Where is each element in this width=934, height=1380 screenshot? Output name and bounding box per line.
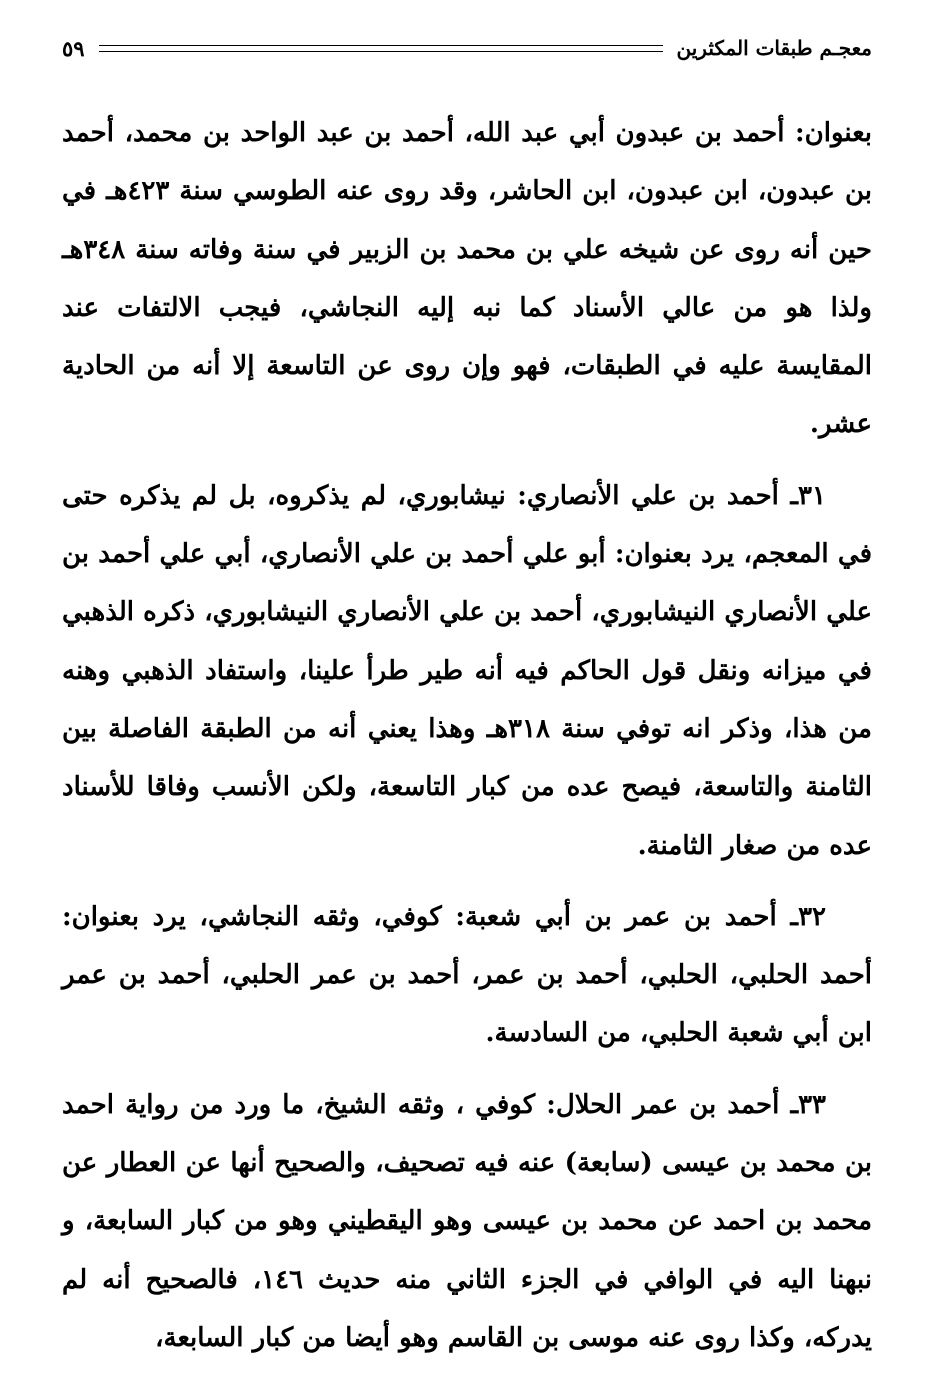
- entry-text: كوفي ، وثقه الشيخ، ما ورد من رواية احمد بن محمد بن عيسى (سابعة) عنه فيه تصحيف، والصحيح أنها عن العطار عن محمد بن احمد عن محمد بن عيسى وهو اليقطيني وهو من كبار السابعة، و نبهنا اليه في الوافي في الجزء الثاني منه حديث ١٤٦، فالصحيح أنه لم يدركه، وكذا روى عنه موسى بن القاسم وهو أيضا من كبار السابعة،: [62, 1089, 873, 1353]
- header-rule: [99, 45, 663, 52]
- paragraph-continuation: [62, 104, 872, 454]
- entry-text: نيشابوري، لم يذكروه، بل لم يذكره حتى في المعجم، يرد بعنوان: أبو علي أحمد بن علي الأنصاري، أبي علي أحمد بن علي الأنصاري النيشابوري، أحمد بن علي الأنصاري النيشابوري، ذكره الذهبي في ميزانه ونقل قول الحاكم فيه أنه طير طرأ علينا، واستفاد الذهبي وهنه من هذا، وذكر انه توفي سنة ٣١٨هـ وهذا يعني أنه من الطبقة الفاصلة بين الثامنة والتاسعة، فيصح عده من كبار التاسعة، ولكن الأنسب وفاقا للأسناد عده من صغار الثامنة.: [62, 480, 872, 861]
- header-title: معجـم طبقات المكثرين: [676, 36, 872, 60]
- entry-title: ٣١ـ أحمد بن علي الأنصاري:: [517, 480, 826, 511]
- running-header: [62, 28, 872, 68]
- entry-31: [62, 467, 872, 875]
- page-body: [62, 104, 872, 1380]
- entry-title: ٣٢ـ أحمد بن عمر بن أبي شعبة:: [455, 901, 826, 932]
- entry-text: كوفي، وثقه النجاشي، يرد بعنوان: أحمد الحلبي، الحلبي، أحمد بن عمر، أحمد بن عمر الحلبي، أحمد بن عمر ابن أبي شعبة الحلبي، من السادسة.: [62, 901, 872, 1049]
- entry-33: [62, 1076, 872, 1367]
- entry-32: [62, 888, 872, 1063]
- entry-title: ٣٣ـ أحمد بن عمر الحلال:: [546, 1089, 827, 1120]
- paragraph-text: بعنوان: أحمد بن عبدون أبي عبد الله، أحمد بن عبد الواحد بن محمد، أحمد بن عبدون، ابن عبدون، ابن الحاشر، وقد روى عنه الطوسي سنة ٤٢٣هـ في حين أنه روى عن شيخه علي بن محمد بن الزبير في سنة وفاته سنة ٣٤٨هـ ولذا هو من عالي الأسناد كما نبه إليه النجاشي، فيجب الالتفات عند المقايسة عليه في الطبقات، فهو وإن روى عن التاسعة إلا أنه من الحادية عشر.: [62, 118, 872, 440]
- page-number: ٥٩: [62, 35, 85, 61]
